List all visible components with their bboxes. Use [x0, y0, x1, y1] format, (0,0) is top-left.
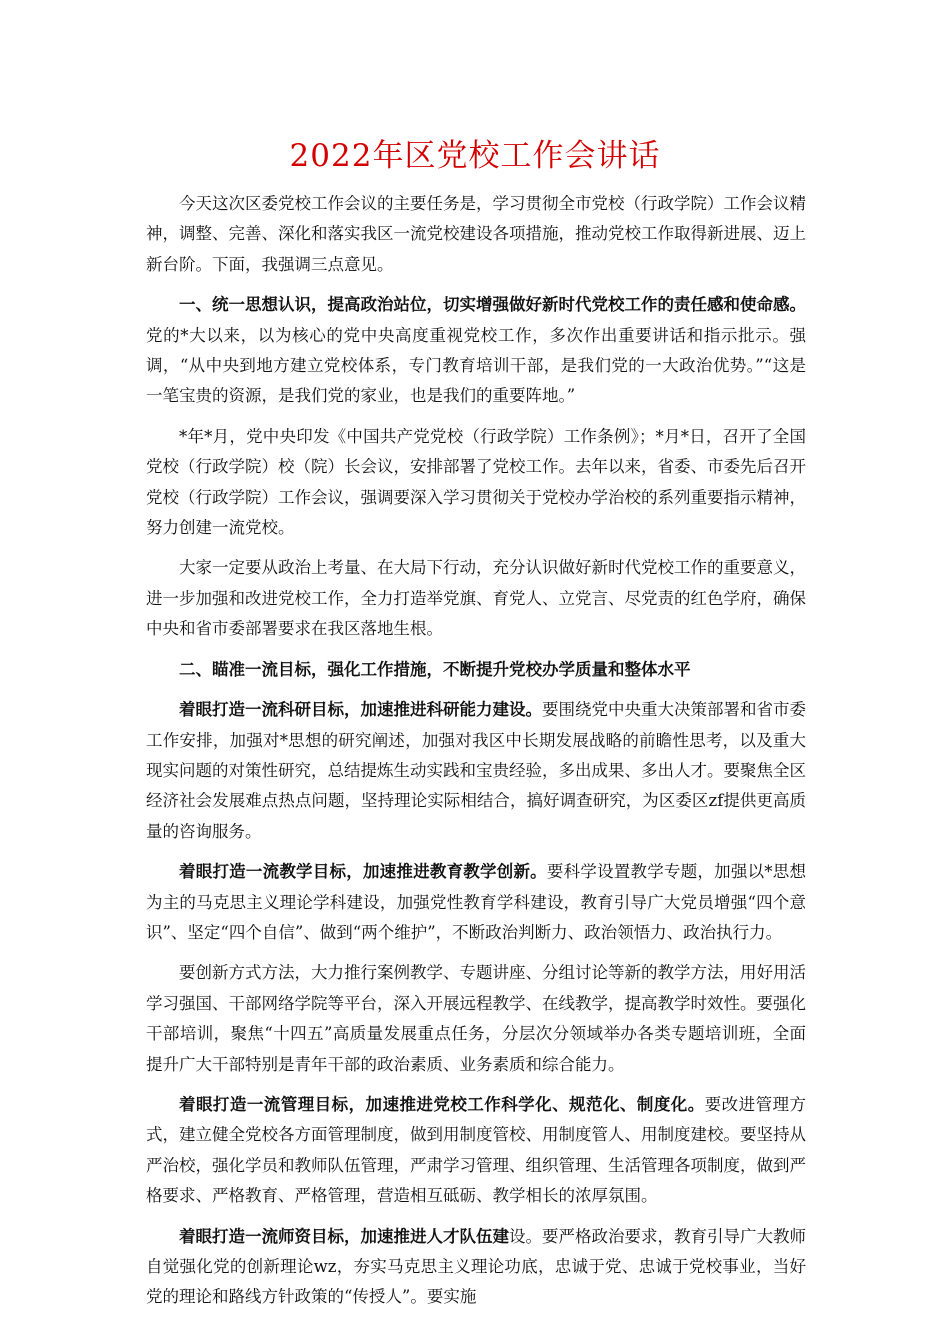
- paragraph-text: 要科学设置教学专题，加强以*思想为主的马克思主义理论学科建设，加强党性教育学科建设，教育引导广大党员增强“四个意识”、坚定“四个自信”、做到“两个维护”，不断政治判断力、政治领悟力、政治执行力。: [146, 862, 807, 942]
- paragraph-faculty: [146, 1222, 806, 1313]
- paragraph: [146, 958, 806, 1080]
- subheading: 着眼打造一流教学目标，加速推进教育教学创新。: [179, 862, 547, 882]
- paragraph-intro: [146, 189, 806, 280]
- paragraph-management: [146, 1090, 806, 1212]
- paragraph-text: 要围绕党中央重大决策部署和省市委工作安排，加强对*思想的研究阐述，加强对我区中长期发展战略的前瞻性思考，以及重大现实问题的对策性研究，总结提炼生动实践和宝贵经验，多出成果、多出人才。要聚焦全区经济社会发展难点热点问题，坚持理论实际相结合，搞好调查研究，为区委区zf提供更高质量的咨询服务。: [146, 700, 806, 841]
- section-heading-2: [146, 655, 806, 685]
- section-heading: 一、统一思想认识，提高政治站位，切实增强做好新时代党校工作的责任感和使命感。: [179, 295, 806, 315]
- paragraph-text: *年*月，党中央印发《中国共产党党校（行政学院）工作条例》；*月*日，召开了全国党校（行政学院）校（院）长会议，安排部署了党校工作。去年以来，省委、市委先后召开党校（行政学院）工作会议，强调要深入学习贯彻关于党校办学治校的系列重要指示精神，努力创建一流党校。: [146, 426, 806, 538]
- paragraph-teaching: [146, 857, 806, 948]
- paragraph-text: 要改进管理方式，建立健全党校各方面管理制度，做到用制度管校、用制度管人、用制度建校。要坚持从严治校，强化学员和教师队伍管理，严肃学习管理、组织管理、生活管理各项制度，做到严格要求、严格教育、严格管理，营造相互砥砺、教学相长的浓厚氛围。: [146, 1094, 807, 1206]
- paragraph-text: 要创新方式方法，大力推行案例教学、专题讲座、分组讨论等新的教学方法，用好用活学习强国、干部网络学院等平台，深入开展远程教学、在线教学，提高教学时效性。要强化干部培训，聚焦“十四五”高质量发展重点任务，分层次分领域举办各类专题培训班，全面提升广大干部特别是青年干部的政治素质、业务素质和综合能力。: [146, 963, 806, 1074]
- paragraph-section-1: [146, 290, 806, 412]
- paragraph-text: 大家一定要从政治上考量、在大局下行动，充分认识做好新时代党校工作的重要意义，进一步加强和改进党校工作，全力打造举党旗、育党人、立党言、尽党责的红色学府，确保中央和省市委部署要求在我区落地生根。: [146, 558, 806, 639]
- subheading: 着眼打造一流师资目标，加速推进人才队伍建: [179, 1226, 509, 1246]
- document-body: [146, 189, 806, 1323]
- document-title: 2022年区党校工作会讲话: [289, 138, 661, 174]
- paragraph: [146, 422, 806, 544]
- subheading: 着眼打造一流科研目标，加速推进科研能力建设。: [179, 700, 542, 720]
- section-heading: 二、瞄准一流目标，强化工作措施，不断提升党校办学质量和整体水平: [179, 659, 691, 679]
- paragraph: [146, 553, 806, 644]
- paragraph-text: 设。要严格政治要求，教育引导广大教师自觉强化党的创新理论wz，夯实马克思主义理论功底，忠诚于党、忠诚于党校事业，当好党的理论和路线方针政策的“传授人”。要实施: [146, 1226, 806, 1307]
- paragraph-research: [146, 695, 806, 847]
- paragraph-text: 党的*大以来，以为核心的党中央高度重视党校工作，多次作出重要讲话和指示批示。强调，“从中央到地方建立党校体系，专门教育培训干部，是我们党的一大政治优势。”“这是一笔宝贵的资源，是我们党的家业，也是我们的重要阵地。”: [146, 325, 806, 406]
- subheading: 着眼打造一流管理目标，加速推进党校工作科学化、规范化、制度化。: [179, 1094, 705, 1114]
- paragraph-text: 今天这次区委党校工作会议的主要任务是，学习贯彻全市党校（行政学院）工作会议精神，调整、完善、深化和落实我区一流党校建设各项措施，推动党校工作取得新进展、迈上新台阶。下面，我强调三点意见。: [146, 194, 806, 274]
